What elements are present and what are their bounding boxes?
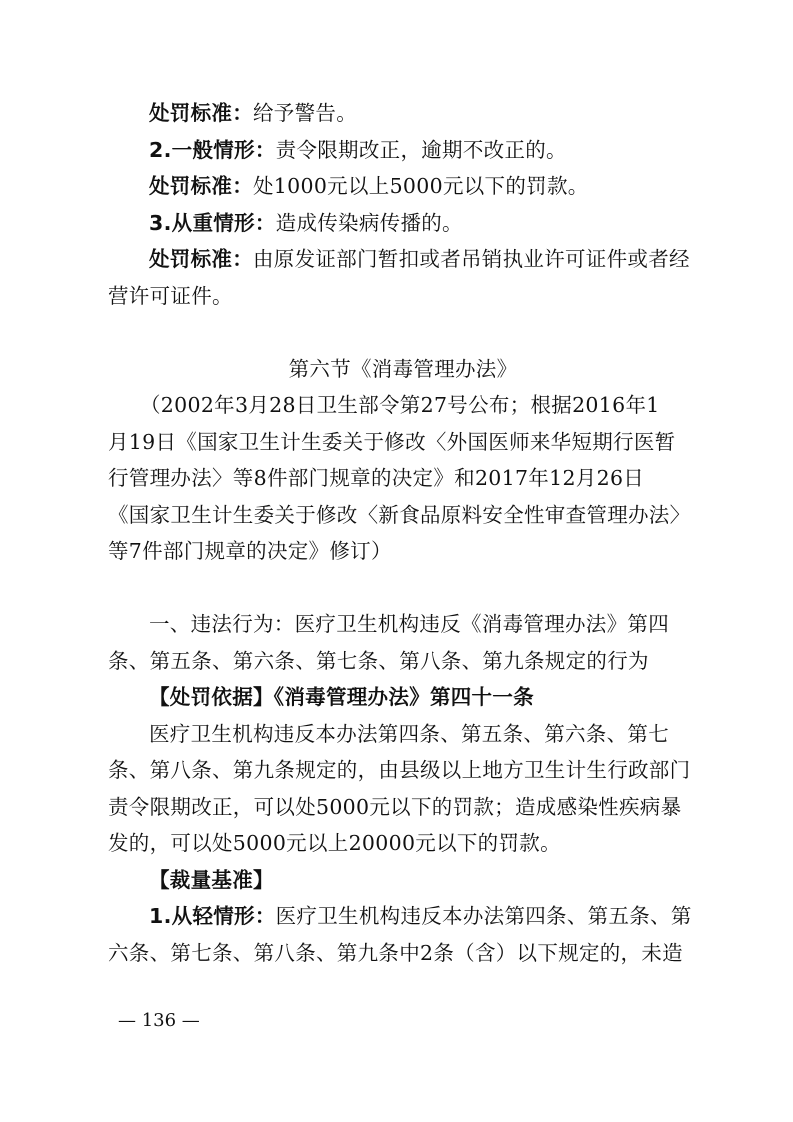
basis-heading: 【处罚依据】《消毒管理办法》第四十一条 [149, 685, 534, 709]
note-line: （2002年3月28日卫生部令第27号公布；根据2016年1 [140, 393, 660, 417]
severe-case-line [108, 205, 698, 242]
line-text: 医疗卫生机构违反本办法第四条、第五条、第 [275, 904, 692, 928]
light-case-continuation: 六条、第七条、第八条、第九条中2条（含）以下规定的，未造 [108, 940, 683, 965]
standard-heading: 【裁量基准】 [149, 867, 274, 892]
line-label: 处罚标准： [149, 247, 253, 271]
penalty-standard-continuation [108, 278, 698, 315]
section-title: 第六节《消毒管理办法》 [288, 356, 518, 381]
line-label: 1.从轻情形： [149, 904, 276, 928]
note-line: 月19日《国家卫生计生委关于修改〈外国医师来华短期行医暂 [108, 429, 676, 454]
line-text: 处1000元以上5000元以下的罚款。 [253, 174, 589, 198]
penalty-standard-line-2 [108, 168, 698, 205]
line-label: 2.一般情形： [149, 137, 276, 162]
line-text: 由原发证部门暂扣或者吊销执业许可证件或者经 [253, 247, 690, 271]
document-page [108, 95, 698, 971]
line-text: 给予警告。 [253, 101, 357, 125]
line-text: 责令限期改正，逾期不改正的。 [275, 137, 567, 162]
violation-line: 一、违法行为：医疗卫生机构违反《消毒管理办法》第四 [149, 612, 669, 636]
note-line: 《国家卫生计生委关于修改〈新食品原料安全性审查管理办法〉 [108, 502, 691, 527]
general-case-line [108, 132, 698, 169]
line-text: 造成传染病传播的。 [275, 210, 463, 235]
note-line: 行管理办法〉等8件部门规章的决定》和2017年12月26日 [108, 466, 645, 490]
basis-line: 医疗卫生机构违反本办法第四条、第五条、第六条、第七 [149, 721, 669, 746]
note-line: 等7件部门规章的决定》修订） [108, 539, 392, 563]
violation-line: 条、第五条、第六条、第七条、第八条、第九条规定的行为 [108, 648, 649, 673]
basis-line: 条、第八条、第九条规定的，由县级以上地方卫生计生行政部门 [108, 758, 691, 782]
line-text: 营许可证件。 [108, 283, 233, 308]
line-label: 处罚标准： [149, 174, 253, 198]
penalty-standard-line-3 [108, 241, 698, 278]
spacer [108, 570, 698, 607]
spacer [108, 314, 698, 351]
basis-line: 发的，可以处5000元以上20000元以下的罚款。 [108, 831, 561, 855]
penalty-standard-line-1 [108, 95, 698, 132]
line-label: 处罚标准： [149, 101, 253, 125]
page-number: — 136 — [118, 1010, 200, 1031]
line-label: 3.从重情形： [149, 210, 276, 235]
light-case-line [108, 898, 698, 935]
basis-line: 责令限期改正，可以处5000元以下的罚款；造成感染性疾病暴 [108, 794, 682, 819]
